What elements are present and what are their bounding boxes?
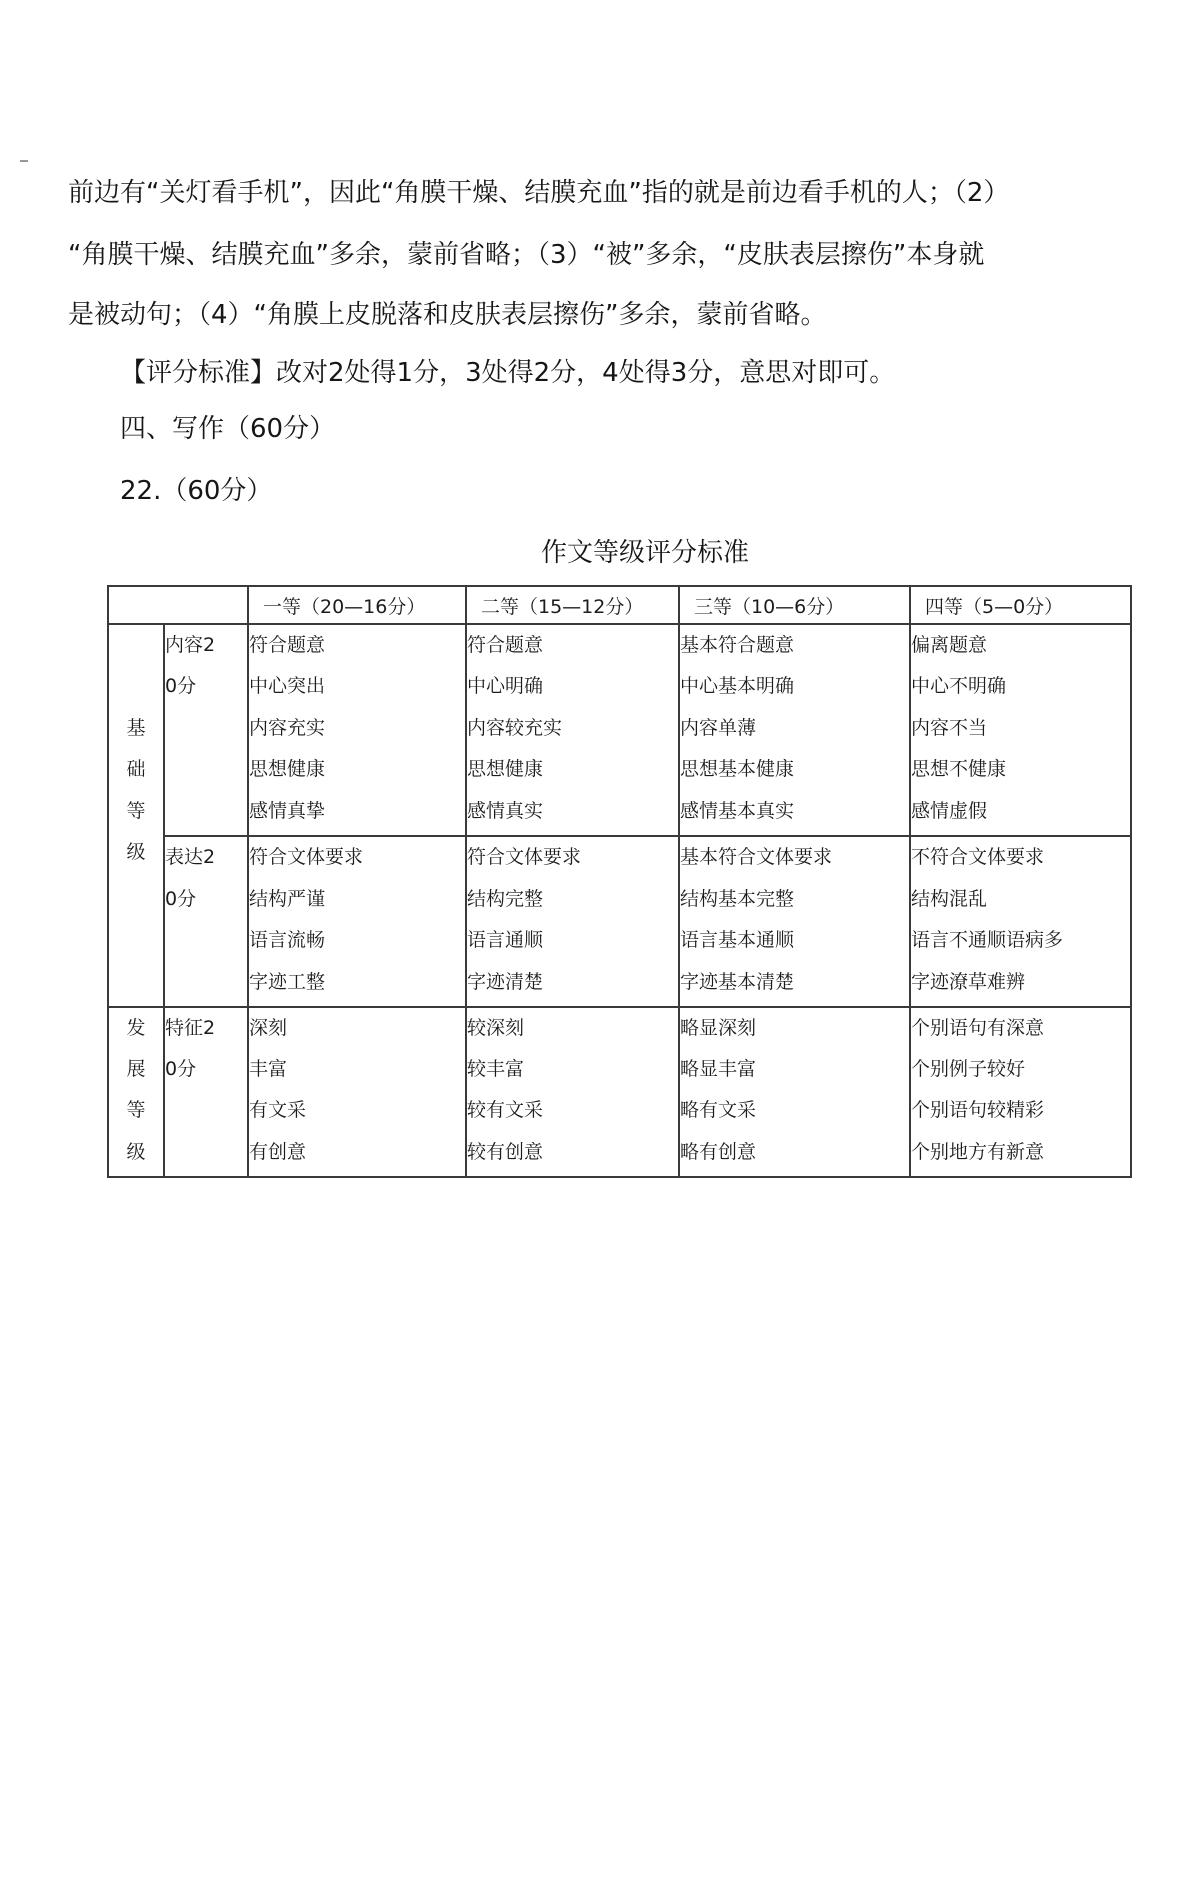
criteria-cell: 较深刻 较丰富 较有文采 较有创意 xyxy=(466,1007,679,1177)
table-row xyxy=(108,624,1131,836)
grade-header: 二等（15—12分） xyxy=(466,586,679,624)
table-row xyxy=(108,1007,1131,1177)
group-label-basic: 基 础 等 级 xyxy=(108,624,164,1007)
grade-header: 一等（20—16分） xyxy=(248,586,466,624)
criteria-cell: 符合题意 中心明确 内容较充实 思想健康 感情真实 xyxy=(466,624,679,836)
question-label: 22.（60分） xyxy=(120,476,273,506)
criteria-cell: 深刻 丰富 有文采 有创意 xyxy=(248,1007,466,1177)
grade-header: 四等（5—0分） xyxy=(910,586,1131,624)
intro-line-1: 前边有“关灯看手机”，因此“角膜干燥、结膜充血”指的就是前边看手机的人；（2） xyxy=(68,178,1010,208)
category-expression: 表达2 0分 xyxy=(164,836,248,1006)
criteria-cell: 符合题意 中心突出 内容充实 思想健康 感情真挚 xyxy=(248,624,466,836)
table-row xyxy=(108,836,1131,1006)
margin-mark xyxy=(20,160,28,162)
category-content: 内容2 0分 xyxy=(164,624,248,836)
criteria-cell: 个别语句有深意 个别例子较好 个别语句较精彩 个别地方有新意 xyxy=(910,1007,1131,1177)
section-title: 四、写作（60分） xyxy=(120,414,336,444)
criteria-cell: 符合文体要求 结构完整 语言通顺 字迹清楚 xyxy=(466,836,679,1006)
criteria-cell: 基本符合文体要求 结构基本完整 语言基本通顺 字迹基本清楚 xyxy=(679,836,910,1006)
grading-table xyxy=(107,585,1132,1178)
criteria-cell: 符合文体要求 结构严谨 语言流畅 字迹工整 xyxy=(248,836,466,1006)
category-features: 特征2 0分 xyxy=(164,1007,248,1177)
criteria-cell: 偏离题意 中心不明确 内容不当 思想不健康 感情虚假 xyxy=(910,624,1131,836)
criteria-cell: 略显深刻 略显丰富 略有文采 略有创意 xyxy=(679,1007,910,1177)
criteria-cell: 不符合文体要求 结构混乱 语言不通顺语病多 字迹潦草难辨 xyxy=(910,836,1131,1006)
intro-line-2: “角膜干燥、结膜充血”多余，蒙前省略；（3）“被”多余，“皮肤表层擦伤”本身就 xyxy=(68,240,985,270)
criteria-cell: 基本符合题意 中心基本明确 内容单薄 思想基本健康 感情基本真实 xyxy=(679,624,910,836)
intro-line-3: 是被动句；（4）“角膜上皮脱落和皮肤表层擦伤”多余，蒙前省略。 xyxy=(68,300,827,330)
scoring-note: 【评分标准】改对2处得1分，3处得2分，4处得3分，意思对即可。 xyxy=(120,358,896,388)
table-header-row xyxy=(108,586,1131,624)
table-caption: 作文等级评分标准 xyxy=(540,538,749,568)
group-label-development: 发 展 等 级 xyxy=(108,1007,164,1177)
header-blank-cell xyxy=(108,586,248,624)
grade-header: 三等（10—6分） xyxy=(679,586,910,624)
